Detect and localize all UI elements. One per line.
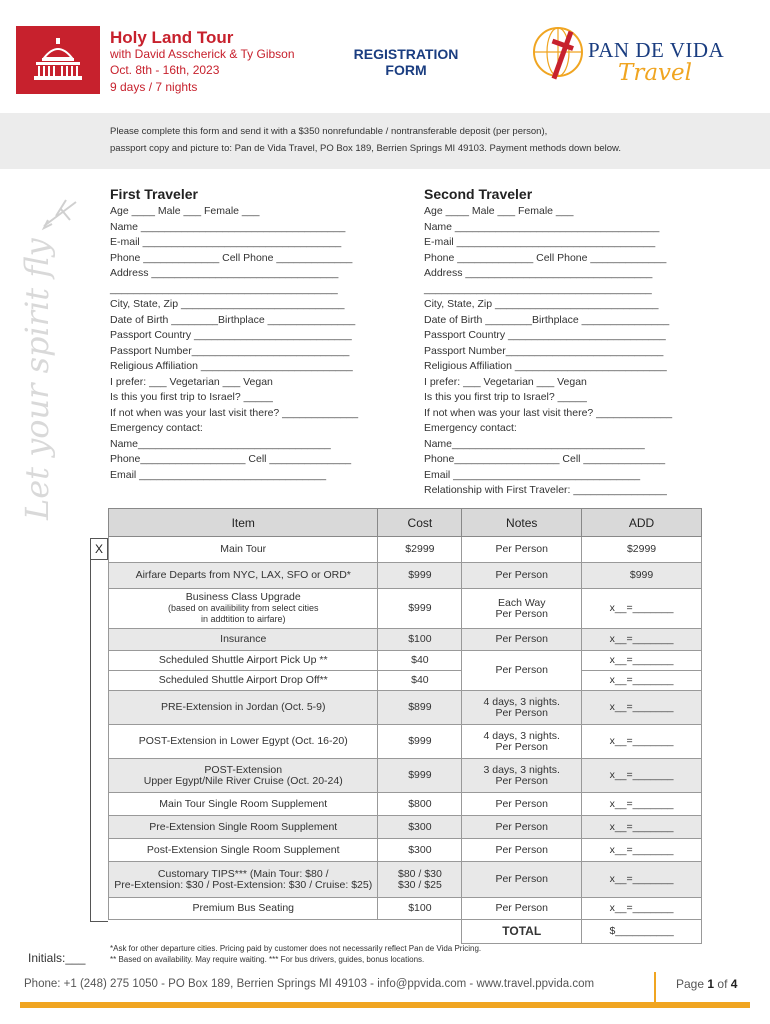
add-cell: $2999 xyxy=(582,537,702,563)
notes-cell: Per Person xyxy=(462,537,582,563)
traveler-field-line[interactable]: City, State, Zip ____________________________ xyxy=(110,298,345,310)
add-cell[interactable]: x__=_______ xyxy=(582,898,702,920)
traveler-field-line[interactable]: Passport Number___________________________ xyxy=(110,344,350,357)
page-number: Page 1 of 4 xyxy=(676,977,738,991)
traveler-field-line[interactable]: Name_________________________________ xyxy=(424,437,645,450)
first-traveler-title: First Traveler xyxy=(110,186,198,202)
traveler-field-line[interactable]: _______________________________________ xyxy=(110,282,338,295)
traveler-field-line[interactable]: Date of Birth ________Birthplace _______________ xyxy=(110,313,356,326)
selection-column xyxy=(90,560,108,922)
traveler-field-line[interactable]: Relationship with First Traveler: ________________ xyxy=(424,484,667,496)
footer-bar xyxy=(20,1002,750,1008)
cost-cell: $999 xyxy=(378,563,462,589)
item-cell: Airfare Departs from NYC, LAX, SFO or ORD* xyxy=(109,563,378,589)
add-cell: $999 xyxy=(582,563,702,589)
item-cell: Main Tour xyxy=(109,537,378,563)
header-cost: Cost xyxy=(378,509,462,537)
traveler-field-line[interactable]: Phone__________________ Cell ______________ xyxy=(110,453,352,465)
notes-cell: 4 days, 3 nights. Per Person xyxy=(462,691,582,725)
item-cell: PRE-Extension in Jordan (Oct. 5-9) xyxy=(109,691,378,725)
notes-cell: 4 days, 3 nights. Per Person xyxy=(462,725,582,759)
brand-subtitle: Travel xyxy=(618,60,693,86)
add-cell[interactable]: x__=_______ xyxy=(582,816,702,839)
add-cell[interactable]: x__=_______ xyxy=(582,671,702,691)
add-cell[interactable]: x__=_______ xyxy=(582,759,702,793)
traveler-field-line[interactable]: Religious Affiliation __________________________ xyxy=(424,360,667,372)
notes-cell: Per Person xyxy=(462,898,582,920)
notes-cell: Per Person xyxy=(462,629,582,651)
total-row xyxy=(109,920,702,944)
traveler-field-line[interactable]: E-mail __________________________________ xyxy=(424,236,656,248)
traveler-field-line[interactable]: Phone__________________ Cell ______________ xyxy=(424,453,666,465)
traveler-field-line[interactable]: I prefer: ___ Vegetarian ___ Vegan xyxy=(110,375,273,388)
notes-cell: Per Person xyxy=(462,651,582,691)
cost-cell: $999 xyxy=(378,589,462,629)
table-row xyxy=(109,839,702,862)
cost-cell: $40 xyxy=(378,671,462,691)
traveler-field-line[interactable]: Age ____ Male ___ Female ___ xyxy=(110,205,260,217)
footer-divider xyxy=(654,972,656,1002)
item-cell: Insurance xyxy=(109,629,378,651)
item-cell: Premium Bus Seating xyxy=(109,898,378,920)
table-row xyxy=(109,629,702,651)
traveler-field-line[interactable]: Age ____ Male ___ Female ___ xyxy=(424,205,574,217)
item-cell: Post-Extension Single Room Supplement xyxy=(109,839,378,862)
notes-cell: Per Person xyxy=(462,839,582,862)
traveler-field-line[interactable]: Date of Birth ________Birthplace _______________ xyxy=(424,313,670,326)
instructions-line-2: passport copy and picture to: Pan de Vida Travel, PO Box 189, Berrien Springs MI 49103. Payment methods down below. xyxy=(110,143,622,154)
item-cell: Customary TIPS*** (Main Tour: $80 / Pre-Extension: $30 / Post-Extension: $30 / Cruise: $25) xyxy=(109,862,378,898)
table-row xyxy=(109,651,702,671)
notes-cell: Per Person xyxy=(462,563,582,589)
item-cell: Pre-Extension Single Room Supplement xyxy=(109,816,378,839)
initials-field[interactable]: Initials:___ xyxy=(28,951,86,965)
second-traveler-title: Second Traveler xyxy=(424,186,533,202)
traveler-field-line[interactable]: If not when was your last visit there? _____________ xyxy=(424,406,673,419)
cost-cell: $2999 xyxy=(378,537,462,563)
notes-cell: Each Way Per Person xyxy=(462,589,582,629)
add-cell[interactable]: x__=_______ xyxy=(582,651,702,671)
item-cell: Scheduled Shuttle Airport Pick Up ** xyxy=(109,651,378,671)
total-value[interactable]: $__________ xyxy=(582,920,702,944)
cost-cell: $100 xyxy=(378,898,462,920)
table-row xyxy=(109,759,702,793)
add-cell[interactable]: x__=_______ xyxy=(582,629,702,651)
table-row xyxy=(109,589,702,629)
table-row xyxy=(109,816,702,839)
cost-cell: $300 xyxy=(378,839,462,862)
cost-cell: $40 xyxy=(378,651,462,671)
traveler-field-line[interactable]: Is this you first trip to Israel? _____ xyxy=(424,391,587,403)
traveler-field-line[interactable]: City, State, Zip ____________________________ xyxy=(424,298,659,310)
traveler-field-line[interactable]: E-mail __________________________________ xyxy=(110,236,342,248)
traveler-field-line[interactable]: Emergency contact: xyxy=(110,422,203,434)
traveler-field-line[interactable]: If not when was your last visit there? _____________ xyxy=(110,406,359,419)
total-label: TOTAL xyxy=(462,920,582,944)
traveler-field-line[interactable]: Address ________________________________ xyxy=(110,267,339,279)
traveler-field-line[interactable]: Address ________________________________ xyxy=(424,267,653,279)
header-add: ADD xyxy=(582,509,702,537)
table-row xyxy=(109,793,702,816)
tour-logo xyxy=(16,26,100,94)
add-cell[interactable]: x__=_______ xyxy=(582,862,702,898)
cost-cell: $800 xyxy=(378,793,462,816)
traveler-field-line[interactable]: Email ________________________________ xyxy=(424,468,641,481)
table-row xyxy=(109,671,702,691)
instructions-band xyxy=(0,113,770,169)
traveler-field-line[interactable]: Religious Affiliation __________________________ xyxy=(110,360,353,372)
cost-cell: $999 xyxy=(378,725,462,759)
footer-contact: Phone: +1 (248) 275 1050 - PO Box 189, Berrien Springs MI 49103 - info@ppvida.com - www.travel.ppvida.com xyxy=(24,978,595,990)
tour-duration: 9 days / 7 nights xyxy=(110,80,198,94)
item-cell: Business Class Upgrade (based on availibility from select cities in addtition to airfare) xyxy=(109,589,378,629)
cost-cell: $300 xyxy=(378,816,462,839)
add-cell[interactable]: x__=_______ xyxy=(582,589,702,629)
traveler-field-line[interactable]: Name_________________________________ xyxy=(110,437,331,450)
notes-cell: 3 days, 3 nights. Per Person xyxy=(462,759,582,793)
traveler-field-line[interactable]: _______________________________________ xyxy=(424,282,652,295)
table-row xyxy=(109,537,702,563)
side-slogan: Let your spirit fly xyxy=(18,238,56,520)
table-row xyxy=(109,862,702,898)
add-cell[interactable]: x__=_______ xyxy=(582,839,702,862)
traveler-field-line[interactable]: Is this you first trip to Israel? _____ xyxy=(110,391,273,403)
traveler-field-line[interactable]: Passport Country ___________________________ xyxy=(424,329,666,341)
traveler-field-line[interactable]: I prefer: ___ Vegetarian ___ Vegan xyxy=(424,375,587,388)
tour-hosts: with David Asscherick & Ty Gibson xyxy=(110,47,295,61)
cost-cell: $899 xyxy=(378,691,462,725)
traveler-field-line[interactable]: Email ________________________________ xyxy=(110,468,327,481)
traveler-field-line[interactable]: Name ___________________________________ xyxy=(110,220,346,233)
notes-cell: Per Person xyxy=(462,862,582,898)
item-cell: POST-Extension Upper Egypt/Nile River Cruise (Oct. 20-24) xyxy=(109,759,378,793)
cost-cell: $999 xyxy=(378,759,462,793)
pricing-table xyxy=(108,508,702,944)
traveler-field-line[interactable]: Phone _____________ Cell Phone _____________ xyxy=(424,251,667,264)
brand-name: PAN DE VIDA xyxy=(588,38,725,62)
footnote-1: *Ask for other departure cities. Pricing paid by customer does not necessarily reflect Pan de Vida Pricing. xyxy=(110,944,482,953)
table-row xyxy=(109,898,702,920)
traveler-field-line[interactable]: Name ___________________________________ xyxy=(424,220,660,233)
form-title: REGISTRATION FORM xyxy=(353,46,459,78)
table-row xyxy=(109,691,702,725)
instructions-line-1: Please complete this form and send it with a $350 nonrefundable / nontransferable deposit (per person), xyxy=(110,126,548,137)
tour-title: Holy Land Tour xyxy=(110,28,234,47)
traveler-field-line[interactable]: Phone _____________ Cell Phone _____________ xyxy=(110,251,353,264)
globe-cross-icon xyxy=(530,22,588,86)
item-cell: Scheduled Shuttle Airport Drop Off** xyxy=(109,671,378,691)
cost-cell: $100 xyxy=(378,629,462,651)
cost-cell: $80 / $30 $30 / $25 xyxy=(378,862,462,898)
header-notes: Notes xyxy=(462,509,582,537)
notes-cell: Per Person xyxy=(462,816,582,839)
tour-dates: Oct. 8th - 16th, 2023 xyxy=(110,63,220,77)
notes-cell: Per Person xyxy=(462,793,582,816)
capitol-dome-icon xyxy=(32,38,84,82)
item-cell: POST-Extension in Lower Egypt (Oct. 16-20) xyxy=(109,725,378,759)
traveler-field-line[interactable]: Passport Number___________________________ xyxy=(424,344,664,357)
table-row xyxy=(109,725,702,759)
header-item: Item xyxy=(109,509,378,537)
airplane-icon xyxy=(40,196,82,232)
add-cell[interactable]: x__=_______ xyxy=(582,725,702,759)
add-cell[interactable]: x__=_______ xyxy=(582,691,702,725)
traveler-field-line[interactable]: Emergency contact: xyxy=(424,422,517,434)
traveler-field-line[interactable]: Passport Country ___________________________ xyxy=(110,329,352,341)
item-cell: Main Tour Single Room Supplement xyxy=(109,793,378,816)
table-row xyxy=(109,563,702,589)
footnote-2: ** Based on availability. May require waiting. *** For bus drivers, guides, bonus locations. xyxy=(110,955,425,964)
add-cell[interactable]: x__=_______ xyxy=(582,793,702,816)
main-tour-selected-mark[interactable]: X xyxy=(90,538,108,560)
